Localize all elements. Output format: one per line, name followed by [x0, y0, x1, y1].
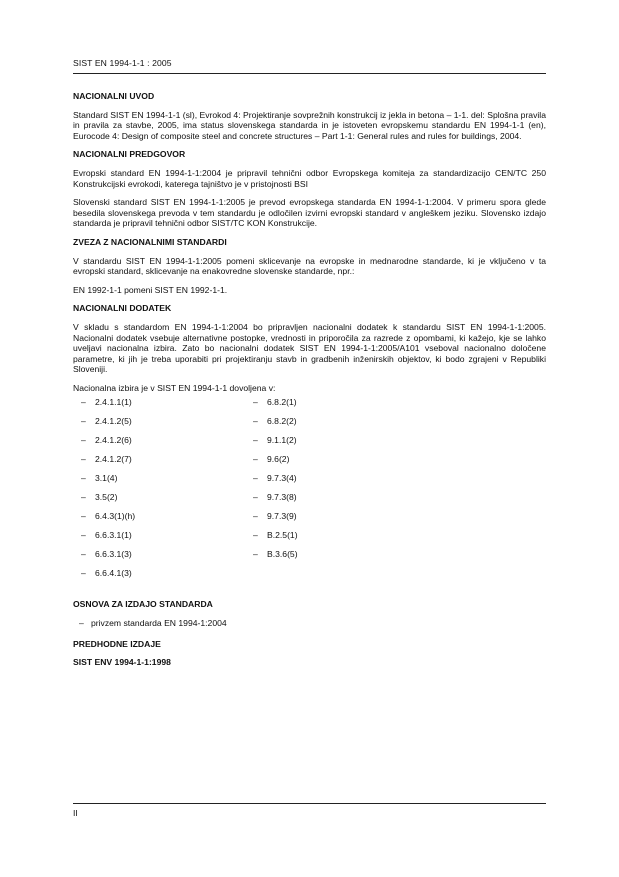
clause-reference: 6.6.3.1(1)	[95, 530, 132, 541]
clause-list-item	[81, 530, 135, 549]
dash-marker: –	[81, 473, 86, 484]
zveza-paragraph-1: V standardu SIST EN 1994-1-1:2005 pomeni sklicevanje na evropske in mednarodne standarde, ki je vključeno v ta evropski standard, sklicevanje na enakovredne slovenske standarde, npr.:	[73, 255, 546, 277]
uvod-paragraph: Standard SIST EN 1994-1-1 (sl), Evrokod 4: Projektiranje sovprežnih konstrukcij iz jekla in betona – 1-1. del: Splošna pravila in pravila za stavbe, 2005, ima status slovenskega standarda in je istoveten evropskemu standardu EN 1994-1-1 (en), Eurocode 4: Design of composite steel and concrete structures – Part 1-1: General rules and rules for buildings, 2004.	[73, 109, 546, 141]
dash-marker: –	[253, 473, 258, 484]
predgovor-paragraph-1: Evropski standard EN 1994-1-1:2004 je pripravil tehnični odbor Evropskega komiteja za standardizacijo CEN/TC 250 Konstrukcijski evrokodi, katerega tajništvo je v pristojnosti BSI	[73, 167, 546, 189]
clause-list-item	[81, 492, 135, 511]
running-header: SIST EN 1994-1-1 : 2005	[73, 58, 172, 68]
clause-list-item	[81, 454, 135, 473]
dash-marker: –	[81, 492, 86, 503]
osnova-list-item	[79, 618, 546, 629]
dash-marker: –	[81, 511, 86, 522]
heading-zveza-standardi: ZVEZA Z NACIONALNIMI STANDARDI	[73, 236, 227, 247]
clause-list-item	[81, 568, 135, 587]
heading-nacionalni-predgovor: NACIONALNI PREDGOVOR	[73, 149, 186, 160]
clause-lists	[73, 397, 546, 587]
dash-marker: –	[253, 454, 258, 465]
clause-list-item	[253, 549, 298, 568]
dash-marker: –	[81, 454, 86, 465]
dash-marker: –	[81, 416, 86, 427]
dodatek-paragraph-2: Nacionalna izbira je v SIST EN 1994-1-1 dovoljena v:	[73, 382, 276, 393]
footer-rule	[73, 803, 546, 804]
clause-reference: 9.1.1(2)	[267, 435, 297, 446]
clause-list-item	[253, 511, 298, 530]
clause-reference: 2.4.1.2(5)	[95, 416, 132, 427]
zveza-paragraph-2: EN 1992-1-1 pomeni SIST EN 1992-1-1.	[73, 284, 228, 295]
clause-list-right	[253, 397, 298, 568]
clause-reference: 9.6(2)	[267, 454, 290, 465]
clause-reference: 6.6.3.1(3)	[95, 549, 132, 560]
clause-list-item	[81, 435, 135, 454]
dash-marker: –	[79, 618, 84, 629]
clause-reference: 6.8.2(1)	[267, 397, 297, 408]
predgovor-paragraph-2: Slovenski standard SIST EN 1994-1-1:2005 je prevod evropskega standarda EN 1994-1-1:2004. V primeru spora glede besedila slovenskega prevoda v tem standardu je odločilen izvirni evropski standard v angleškem jeziku. Slovensko izdajo standarda je pripravil tehnični odbor SIST/TC KON Konstrukcije.	[73, 197, 546, 229]
clause-reference: 2.4.1.2(6)	[95, 435, 132, 446]
dodatek-paragraph-1: V skladu s standardom EN 1994-1-1:2004 bo pripravljen nacionalni dodatek k standardu SIST EN 1994-1-1:2005. Nacionalni dodatek vsebuje alternativne postopke, vrednosti in priporočila za razrede z opombami, ki kažejo, kje se lahko uveljavi nacionalna izbira. Zato bo nacionalni dodatek SIST EN 1994-1-1:2005/A101 vseboval nacionalno določene parametre, ki jih je treba uporabiti pri projektiranju stavb in gradbenih inženirskih objektov, ki bodo zgrajeni v Republiki Sloveniji.	[73, 321, 546, 375]
clause-reference: 9.7.3(9)	[267, 511, 297, 522]
clause-reference: B.3.6(5)	[267, 549, 298, 560]
clause-list-item	[81, 549, 135, 568]
clause-reference: 3.1(4)	[95, 473, 118, 484]
dash-marker: –	[81, 549, 86, 560]
clause-reference: 6.6.4.1(3)	[95, 568, 132, 579]
clause-list-item	[253, 454, 298, 473]
heading-osnova-izdaja: OSNOVA ZA IZDAJO STANDARDA	[73, 599, 213, 610]
dash-marker: –	[253, 416, 258, 427]
dash-marker: –	[81, 435, 86, 446]
heading-nacionalni-uvod: NACIONALNI UVOD	[73, 91, 155, 101]
dash-marker: –	[253, 397, 258, 408]
dash-marker: –	[253, 511, 258, 522]
clause-list-item	[253, 397, 298, 416]
clause-list-item	[81, 511, 135, 530]
clause-reference: 2.4.1.2(7)	[95, 454, 132, 465]
page-content	[73, 91, 546, 676]
clause-list-item	[253, 435, 298, 454]
clause-list-item	[253, 473, 298, 492]
dash-marker: –	[81, 397, 86, 408]
dash-marker: –	[81, 530, 86, 541]
dash-marker: –	[253, 549, 258, 560]
clause-list-item	[253, 492, 298, 511]
dash-marker: –	[253, 492, 258, 503]
clause-list-item	[253, 416, 298, 435]
clause-list-item	[81, 397, 135, 416]
clause-list-item	[81, 416, 135, 435]
clause-reference: 9.7.3(4)	[267, 473, 297, 484]
heading-nacionalni-dodatek: NACIONALNI DODATEK	[73, 303, 172, 314]
clause-reference: 6.4.3(1)(h)	[95, 511, 136, 522]
clause-reference: 6.8.2(2)	[267, 416, 297, 427]
dash-marker: –	[81, 568, 86, 579]
clause-list-left	[81, 397, 135, 587]
page-number: II	[73, 808, 78, 818]
clause-list-item	[253, 530, 298, 549]
clause-reference: 3.5(2)	[95, 492, 118, 503]
clause-list-item	[81, 473, 135, 492]
osnova-item-text: privzem standarda EN 1994-1:2004	[91, 618, 227, 629]
dash-marker: –	[253, 530, 258, 541]
clause-reference: 9.7.3(8)	[267, 492, 297, 503]
dash-marker: –	[253, 435, 258, 446]
previous-edition: SIST ENV 1994-1-1:1998	[73, 657, 171, 668]
clause-reference: 2.4.1.1(1)	[95, 397, 132, 408]
clause-reference: B.2.5(1)	[267, 530, 298, 541]
header-rule	[73, 73, 546, 74]
heading-predhodne-izdaje: PREDHODNE IZDAJE	[73, 638, 161, 649]
